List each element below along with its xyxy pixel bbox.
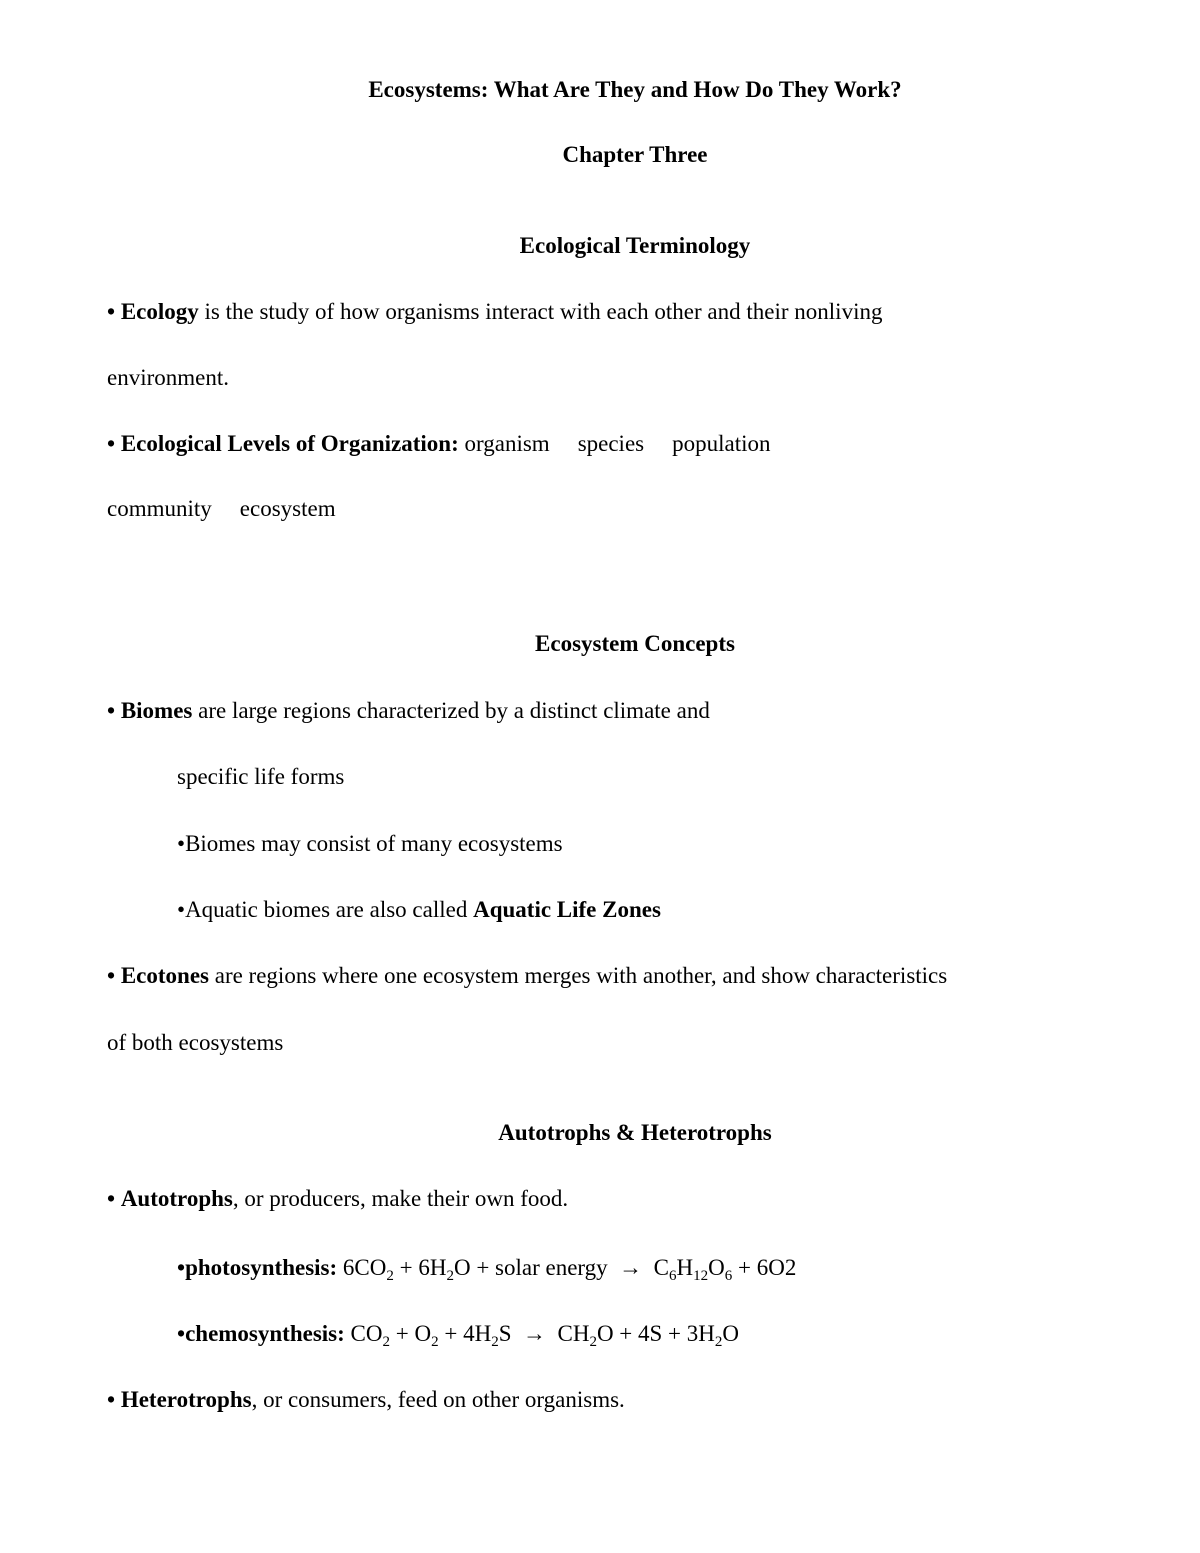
level-population: population — [672, 431, 771, 456]
autotrophs-term: Autotrophs — [120, 1186, 233, 1211]
section-heading-concepts: Ecosystem Concepts — [535, 631, 735, 656]
bullet: • — [107, 963, 116, 988]
ecotones-bullet — [107, 964, 947, 987]
level-ecosystem: ecosystem — [239, 496, 336, 521]
chemosynthesis-term: chemosynthesis: — [185, 1321, 345, 1346]
levels-bullet — [107, 432, 771, 455]
bullet: • — [107, 1387, 116, 1412]
autotrophs-definition: , or producers, make their own food. — [232, 1186, 569, 1211]
photosynthesis-bullet — [177, 1255, 797, 1284]
chemosynthesis-equation: $CO_2 + O_2 + 4H_2S \to CH_2O + 4S + 3H_2O$ — [350, 1321, 740, 1350]
sub-bullet-text: Aquatic biomes are also called — [185, 897, 474, 922]
heterotrophs-definition: , or consumers, feed on other organisms. — [251, 1387, 625, 1412]
bullet: • — [177, 1255, 186, 1280]
aquatic-life-zones-term: Aquatic Life Zones — [473, 897, 661, 922]
bullet: • — [177, 831, 186, 856]
ecology-bullet — [107, 300, 882, 323]
ecotones-term: Ecotones — [120, 963, 209, 988]
ecology-definition-cont: environment. — [107, 365, 229, 390]
section-heading-trophs: Autotrophs & Heterotrophs — [498, 1120, 772, 1145]
level-species: species — [577, 431, 645, 456]
biomes-sub-bullet-1 — [177, 832, 563, 855]
biomes-definition-cont: specific life forms — [177, 764, 345, 789]
biomes-sub-bullet-2 — [177, 898, 661, 921]
bullet: • — [107, 698, 116, 723]
sub-bullet-text: Biomes may consist of many ecosystems — [185, 831, 563, 856]
ecology-definition: is the study of how organisms interact with each other and their nonliving — [198, 299, 883, 324]
heterotrophs-term: Heterotrophs — [120, 1387, 252, 1412]
level-community: community — [107, 496, 212, 521]
photosynthesis-equation: $6CO_2 + 6H_2O$ + solar energy → $C_6H_{12}O_6 + 6O2$ — [342, 1255, 797, 1284]
levels-term: Ecological Levels of Organization: — [120, 431, 459, 456]
level-organism: organism — [464, 431, 550, 456]
ecology-term: Ecology — [120, 299, 199, 324]
chapter-heading: Chapter Three — [562, 142, 708, 167]
ecotones-definition: are regions where one ecosystem merges with another, and show characteristics — [208, 963, 948, 988]
heterotrophs-bullet — [107, 1388, 625, 1411]
section-heading-terminology: Ecological Terminology — [519, 233, 751, 258]
biomes-definition: are large regions characterized by a distinct climate and — [192, 698, 710, 723]
biomes-bullet — [107, 699, 710, 722]
bullet: • — [177, 1321, 186, 1346]
chemosynthesis-bullet — [177, 1321, 740, 1350]
levels-cont — [107, 497, 336, 520]
ecotones-definition-cont: of both ecosystems — [107, 1030, 284, 1055]
bullet: • — [107, 1186, 116, 1211]
biomes-term: Biomes — [120, 698, 193, 723]
photosynthesis-term: photosynthesis: — [185, 1255, 338, 1280]
bullet: • — [107, 299, 116, 324]
autotrophs-bullet — [107, 1187, 568, 1210]
bullet: • — [177, 897, 186, 922]
bullet: • — [107, 431, 116, 456]
document-title: Ecosystems: What Are They and How Do They Work? — [368, 77, 902, 102]
